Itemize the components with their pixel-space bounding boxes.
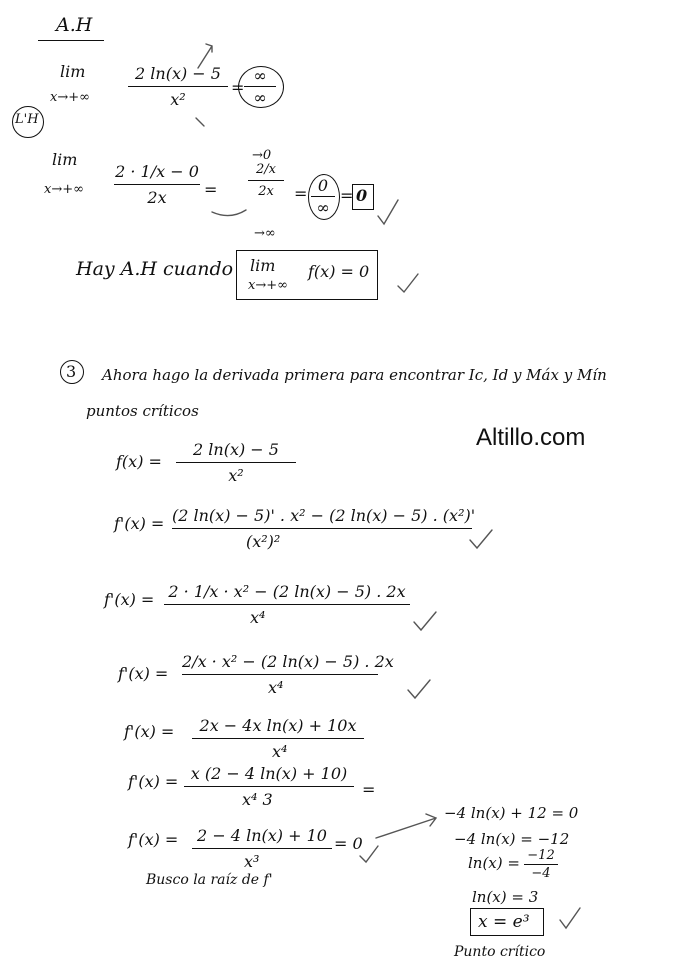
function-denominator: x²	[228, 466, 244, 485]
limit-subscript: x→+∞	[50, 90, 90, 105]
derivative-label: f'(x) =	[128, 772, 179, 791]
check-mark-icon	[378, 200, 398, 224]
section-title: A.H	[56, 14, 93, 36]
equals-sign: =	[294, 184, 308, 203]
check-mark-icon	[470, 530, 492, 548]
function-label: f(x) =	[116, 452, 162, 471]
step-numerator: 2/x · x² − (2 ln(x) − 5) . 2x	[182, 652, 394, 671]
check-mark-icon	[398, 274, 418, 292]
step-denominator: x⁴ 3	[242, 790, 273, 809]
derivative-label: f'(x) =	[128, 830, 179, 849]
derivative-label: f'(x) =	[118, 664, 169, 683]
ratio-numerator: 2 · 1/x − 0	[115, 162, 199, 181]
indeterminate-numerator: ∞	[253, 66, 267, 85]
step-number: 3	[66, 362, 77, 381]
simplified-numerator: 2/x	[256, 162, 276, 177]
derivative-label: f'(x) =	[124, 722, 175, 741]
step-denominator: (x²)²	[246, 532, 281, 551]
root-note: Busco la raíz de f'	[146, 872, 273, 888]
limit-result: 0	[356, 186, 368, 205]
step-numerator: (2 ln(x) − 5)' . x² − (2 ln(x) − 5) . (x²)'	[172, 506, 476, 525]
expression-denominator: x²	[170, 90, 186, 109]
critical-point-value: x = e³	[478, 912, 530, 932]
function-numerator: 2 ln(x) − 5	[193, 440, 279, 459]
asymptote-limit-subscript: x→+∞	[248, 278, 288, 293]
step-numerator: 2 · 1/x · x² − (2 ln(x) − 5) . 2x	[168, 582, 406, 601]
expression-numerator: 2 ln(x) − 5	[135, 64, 221, 83]
derivative-label: f'(x) =	[114, 514, 165, 533]
step-denominator: x⁴	[272, 742, 288, 761]
step-numerator: x (2 − 4 ln(x) + 10)	[190, 764, 348, 783]
arrow-icon	[198, 44, 212, 68]
check-mark-icon	[360, 846, 378, 862]
simplified-denominator: 2x	[258, 184, 274, 199]
step-denominator: x⁴	[268, 678, 284, 697]
equation-step: −4 ln(x) = −12	[454, 830, 570, 848]
ratio-denominator: 2x	[147, 188, 167, 207]
watermark-text: Altillo.com	[476, 424, 586, 451]
equals-sign: =	[362, 780, 376, 799]
asymptote-text: Hay A.H cuando	[76, 258, 234, 280]
critical-point-label: Punto crítico	[454, 944, 546, 960]
limit-label: lim	[60, 62, 86, 81]
zero-numerator: 0	[317, 176, 329, 195]
lim-underline	[212, 210, 246, 216]
limit-label: lim	[52, 150, 78, 169]
arrow-icon	[196, 118, 204, 126]
infinity-denominator: ∞	[316, 198, 330, 217]
step-instruction-continued: puntos críticos	[86, 402, 199, 420]
asymptote-limit: lim	[250, 256, 276, 275]
step-numerator: 2x − 4x ln(x) + 10x	[199, 716, 357, 735]
equals-zero: = 0	[334, 834, 363, 853]
equation-step: −4 ln(x) + 12 = 0	[444, 804, 579, 822]
fraction-numerator: −12	[527, 848, 555, 863]
step-denominator: x⁴	[250, 608, 266, 627]
derivative-label: f'(x) =	[104, 590, 155, 609]
equation-step-label: ln(x) =	[468, 854, 520, 872]
step-instruction: Ahora hago la derivada primera para encontrar Ic, Id y Máx y Mín	[102, 366, 607, 384]
limit-subscript: x→+∞	[44, 182, 84, 197]
lhopital-note: L'H	[15, 112, 39, 127]
check-mark-icon	[560, 908, 580, 928]
equals-sign: =	[231, 78, 245, 97]
check-mark-icon	[414, 612, 436, 630]
asymptote-expression: f(x) = 0	[308, 262, 370, 281]
indeterminate-denominator: ∞	[253, 88, 267, 107]
mid-bottom-arrow: →∞	[254, 226, 276, 241]
check-mark-icon	[408, 680, 430, 698]
mid-top-arrow: →0	[252, 148, 272, 163]
equals-sign: =	[204, 180, 218, 199]
fraction-denominator: −4	[531, 866, 551, 881]
equals-sign: =	[340, 186, 354, 205]
step-denominator: x³	[244, 852, 260, 871]
equation-step: ln(x) = 3	[472, 888, 539, 906]
arrow-right-icon	[376, 814, 436, 838]
step-numerator: 2 − 4 ln(x) + 10	[197, 826, 327, 845]
